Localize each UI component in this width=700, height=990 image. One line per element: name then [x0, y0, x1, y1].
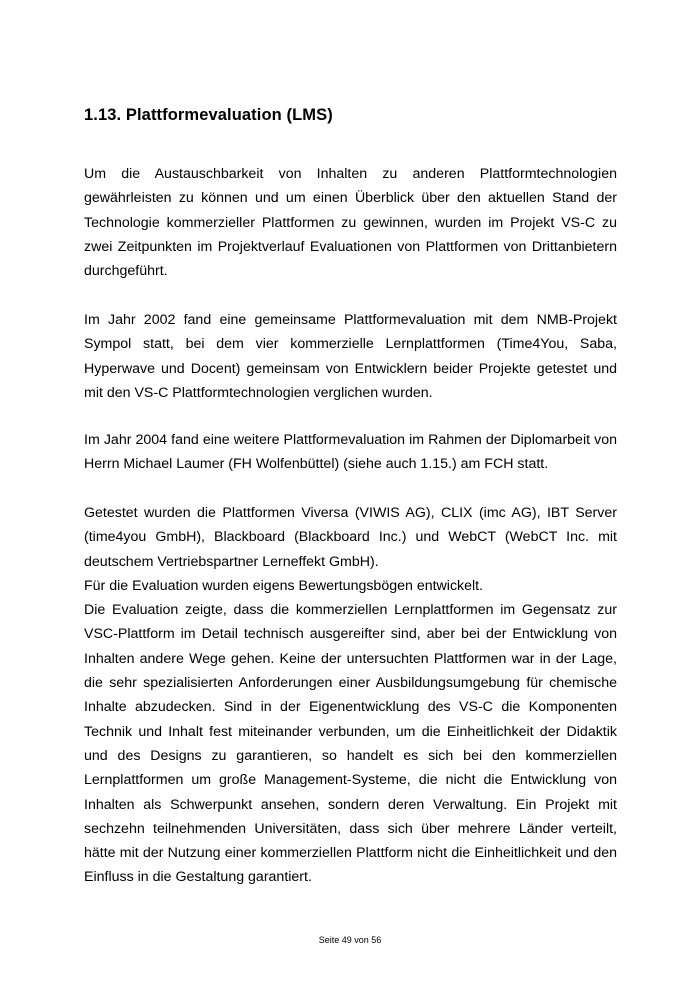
paragraph-tested-platforms: Getestet wurden die Plattformen Viversa (VIWIS AG), CLIX (imc AG), IBT Server (time4you GmbH), Blackboard (Blackboard Inc.) und WebCT (WebCT Inc. mit deutschem Vertriebspartner Lerneffekt GmbH).: [84, 505, 617, 570]
section-heading: 1.13. Plattformevaluation (LMS): [84, 106, 333, 124]
page-number-footer: Seite 49 von 56: [318, 935, 382, 945]
results-block: [84, 501, 617, 890]
paragraph-evaluation-2002: Im Jahr 2002 fand eine gemeinsame Plattformevaluation mit dem NMB-Projekt Sympol statt, bei dem vier kommerzielle Lernplattformen (Time4You, Saba, Hyperwave und Docent) gemeinsam von Entwicklern beider Projekte getestet und mit den VS-C Plattformtechnologien verglichen wurden.: [84, 312, 617, 401]
paragraph-intro: Um die Austauschbarkeit von Inhalten zu anderen Plattformtechnologien gewährleisten zu können und um einen Überblick über den aktuellen Stand der Technologie kommerzieller Plattformen zu gewinnen, wurden im Projekt VS-C zu zwei Zeitpunkten im Projektverlauf Evaluationen von Plattformen von Drittanbietern durchgeführt.: [84, 166, 617, 280]
paragraph-evaluation-result: Die Evaluation zeigte, dass die kommerziellen Lernplattformen im Gegensatz zur VSC-Plattform im Detail technisch ausgereifter sind, aber bei der Entwicklung von Inhalten andere Wege gehen. Keine der untersuchten Plattformen war in der Lage, die sehr spezialisierten Anforderungen einer Ausbildungsumgebung für chemische Inhalte abzudecken. Sind in der Eigenentwicklung des VS-C die Komponenten Technik und Inhalt fest miteinander verbunden, um die Einheitlichkeit der Didaktik und des Designs zu garantieren, so handelt es sich bei den kommerziellen Lernplattformen um große Management-Systeme, die nicht die Entwicklung von Inhalten als Schwerpunkt ansehen, sondern deren Verwaltung. Ein Projekt mit sechzehn teilnehmenden Universitäten, dass sich über mehrere Länder verteilt, hätte mit der Nutzung einer kommerziellen Plattform nicht die Einheitlichkeit und den Einfluss in die Gestaltung garantiert.: [84, 602, 617, 886]
paragraph-rating-sheets: Für die Evaluation wurden eigens Bewertungsbögen entwickelt.: [84, 577, 484, 594]
paragraph-evaluation-2004: Im Jahr 2004 fand eine weitere Plattformevaluation im Rahmen der Diplomarbeit von Herrn Michael Laumer (FH Wolfenbüttel) (siehe auch 1.15.) am FCH statt.: [84, 432, 617, 473]
